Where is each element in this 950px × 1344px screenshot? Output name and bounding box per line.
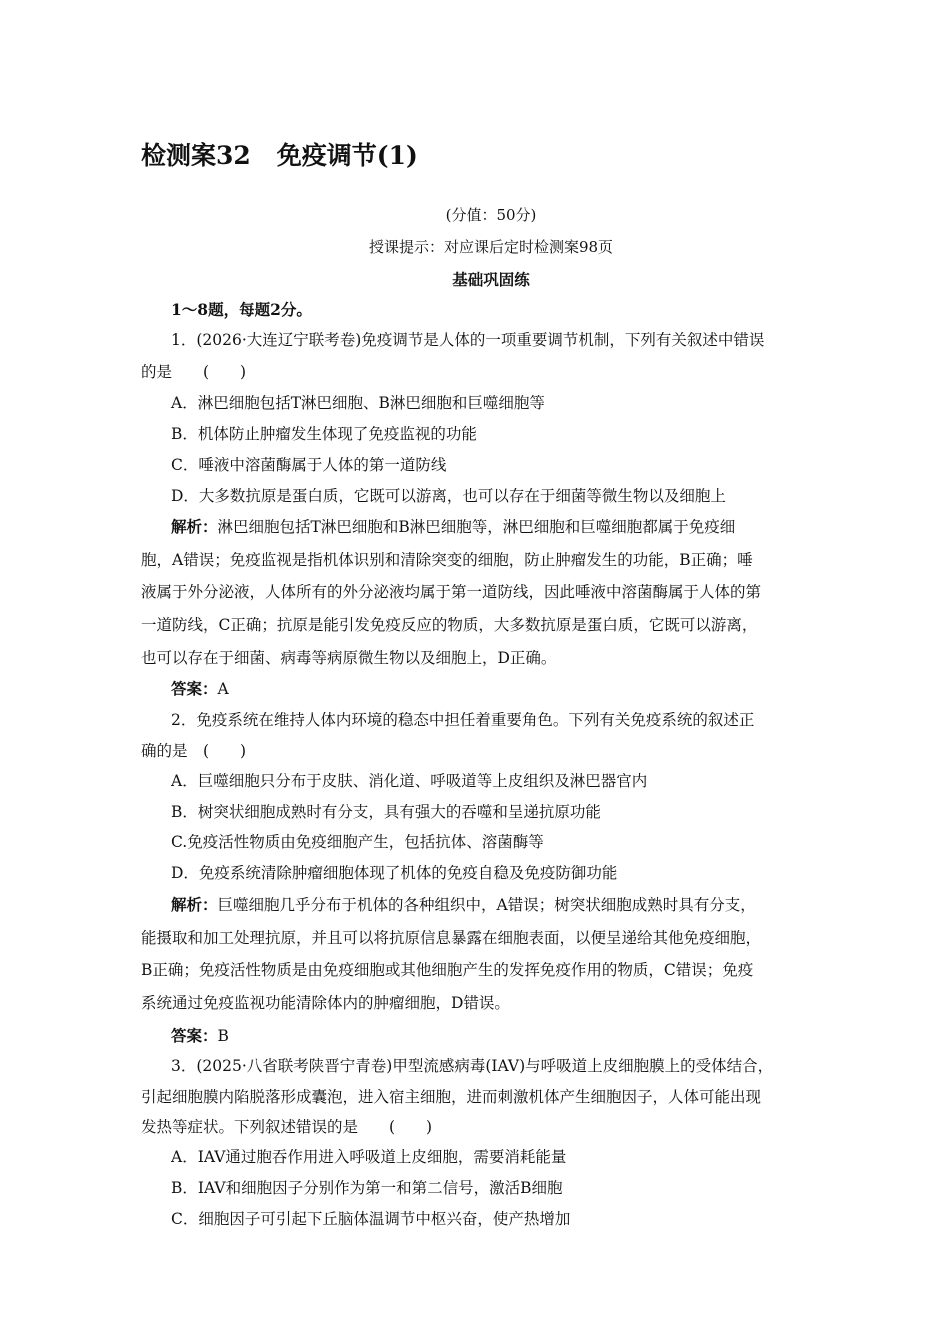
q1-explanation-line-2: 胞，A错误；免疫监视是指机体识别和清除突变的细胞，防止肿瘤发生的功能，B正确；唾 [141,551,753,569]
q1-explanation-text: 淋巴细胞包括T淋巴细胞和B淋巴细胞等，淋巴细胞和巨噬细胞都属于免疫细 [217,518,736,536]
q2-explanation-text: 巨噬细胞几乎分布于机体的各种组织中，A错误；树突状细胞成熟时具有分支， [217,896,756,914]
q1-option-d: D．大多数抗原是蛋白质，它既可以游离，也可以存在于细菌等微生物以及细胞上 [171,487,726,505]
q3-option-c: C．细胞因子可引起下丘脑体温调节中枢兴奋，使产热增加 [171,1210,571,1228]
q2-explanation-line-3: B正确；免疫活性物质是由免疫细胞或其他细胞产生的发挥免疫作用的物质，C错误；免疫 [141,961,754,979]
q3-option-a: A．IAV通过胞吞作用进入呼吸道上皮细胞，需要消耗能量 [171,1148,567,1166]
score-note: (分值：50分) [445,206,537,224]
q2-explanation-line-2: 能摄取和加工处理抗原，并且可以将抗原信息暴露在细胞表面，以便呈递给其他免疫细胞， [141,929,762,947]
q1-explanation-line-5: 也可以存在于细菌、病毒等病原微生物以及细胞上，D正确。 [141,649,557,667]
instruction: 1～8题，每题2分。 [171,300,312,319]
q2-option-a: A．巨噬细胞只分布于皮肤、消化道、呼吸道等上皮组织及淋巴器官内 [171,772,648,790]
q1-option-c: C．唾液中溶菌酶属于人体的第一道防线 [171,456,447,474]
section-heading: 基础巩固练 [452,270,530,289]
q2-option-c: C.免疫活性物质由免疫细胞产生，包括抗体、溶菌酶等 [171,833,544,851]
q1-stem-line-2: 的是 ( ) [141,363,247,381]
title-number: 检测案32 [141,141,251,170]
q1-option-b: B．机体防止肿瘤发生体现了免疫监视的功能 [171,425,477,443]
q1-answer-value: A [217,680,229,698]
q1-explanation-line-4: 一道防线，C正确；抗原是能引发免疫反应的物质，大多数抗原是蛋白质，它既可以游离， [141,616,758,634]
q1-explanation-label: 解析： [171,517,218,536]
q2-answer-value: B [217,1027,229,1045]
q1-answer-label: 答案： [171,679,218,698]
q3-stem-line-1: 3．(2025·八省联考陕晋宁青卷)甲型流感病毒(IAV)与呼吸道上皮细胞膜上的受体结合， [171,1057,774,1075]
q3-stem-line-3: 发热等症状。下列叙述错误的是 ( ) [141,1118,433,1136]
q1-stem-line-1: 1．(2026·大连辽宁联考卷)免疫调节是人体的一项重要调节机制，下列有关叙述中错误 [171,331,765,349]
document-title [141,136,418,172]
q3-stem-line-2: 引起细胞膜内陷脱落形成囊泡，进入宿主细胞，进而刺激机体产生细胞因子，人体可能出现 [141,1088,762,1106]
q2-explanation-line-4: 系统通过免疫监视功能清除体内的肿瘤细胞，D错误。 [141,994,510,1012]
q2-answer [171,1024,229,1046]
q3-option-b: B．IAV和细胞因子分别作为第一和第二信号，激活B细胞 [171,1179,563,1197]
q2-stem-line-2: 确的是 ( ) [141,742,247,760]
q2-explanation-line-1 [171,893,756,915]
q2-explanation-label: 解析： [171,895,218,914]
q2-answer-label: 答案： [171,1026,218,1045]
teaching-hint: 授课提示：对应课后定时检测案98页 [368,238,614,256]
q1-answer [171,677,229,699]
q1-explanation-line-3: 液属于外分泌液，人体所有的外分泌液均属于第一道防线，因此唾液中溶菌酶属于人体的第 [141,583,762,601]
q1-option-a: A．淋巴细胞包括T淋巴细胞、B淋巴细胞和巨噬细胞等 [171,394,545,412]
title-topic: 免疫调节(1) [276,141,418,170]
q2-option-b: B．树突状细胞成熟时有分支，具有强大的吞噬和呈递抗原功能 [171,803,601,821]
q2-option-d: D．免疫系统清除肿瘤细胞体现了机体的免疫自稳及免疫防御功能 [171,864,618,882]
q1-explanation-line-1 [171,515,735,537]
q2-stem-line-1: 2．免疫系统在维持人体内环境的稳态中担任着重要角色。下列有关免疫系统的叙述正 [171,711,755,729]
